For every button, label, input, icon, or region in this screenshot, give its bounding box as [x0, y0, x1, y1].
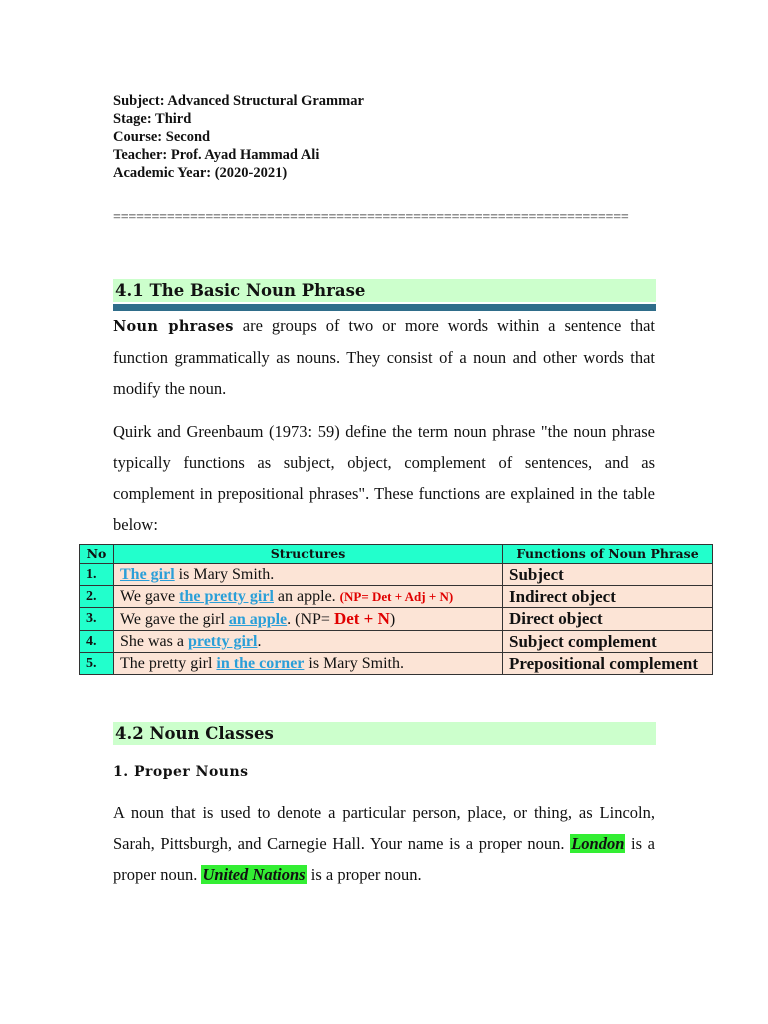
structure-pre: The pretty girl [120, 655, 217, 672]
structure-pre: We gave the girl [120, 611, 229, 628]
subject-line: Subject: Advanced Structural Grammar [113, 93, 364, 109]
paragraph-proper-nouns [113, 797, 655, 890]
noun-phrase-highlight: The girl [120, 566, 175, 583]
paragraph-definition [113, 310, 655, 404]
structure-post: . [257, 633, 262, 650]
proper-noun-text: is a proper noun. [306, 865, 422, 884]
structure-pre: She was a [120, 633, 188, 650]
function-cell: Prepositional complement [503, 653, 713, 675]
row-number: 3. [80, 608, 114, 631]
structure-post: is Mary Smith. [174, 566, 275, 583]
separator-rule: =================================================================== [113, 210, 629, 225]
noun-phrase-highlight: pretty girl [187, 633, 258, 650]
noun-phrase-highlight: an apple [228, 611, 288, 628]
row-number: 4. [80, 631, 114, 653]
proper-noun-text: is a proper noun. [113, 834, 655, 884]
year-line: Academic Year: (2020-2021) [113, 165, 288, 181]
defined-term: Noun phrases [113, 318, 234, 335]
structure-cell [114, 631, 503, 653]
highlight-united-nations: United Nations [202, 865, 306, 884]
noun-phrase-highlight: the pretty girl [179, 588, 274, 605]
section-heading-basic-noun-phrase: 4.1 The Basic Noun Phrase [113, 279, 656, 302]
table-row [80, 653, 713, 675]
function-cell: Indirect object [503, 586, 713, 608]
teacher-line: Teacher: Prof. Ayad Hammad Ali [113, 147, 320, 163]
structure-pre: We gave [120, 588, 180, 605]
header-structures: Structures [114, 545, 503, 564]
row-number: 5. [80, 653, 114, 675]
table-row [80, 586, 713, 608]
header-functions: Functions of Noun Phrase [503, 545, 713, 564]
course-line: Course: Second [113, 129, 211, 145]
table-row [80, 631, 713, 653]
structure-cell [114, 653, 503, 675]
course-info [113, 92, 364, 182]
definition-text: are groups of two or more words within a sentence that function grammatically as nouns. They consist of a noun and other words that modify the noun. [113, 316, 655, 398]
noun-phrase-functions-table [79, 544, 713, 675]
function-cell: Subject [503, 564, 713, 586]
highlight-london: London [571, 834, 625, 853]
structure-formula-close: ) [389, 611, 396, 628]
structure-post: is Mary Smith. [304, 655, 404, 672]
table-row [80, 608, 713, 631]
structure-formula: Det + N [333, 609, 390, 628]
structure-cell [114, 564, 503, 586]
paragraph-quirk-greenbaum: Quirk and Greenbaum (1973: 59) define the term noun phrase "the noun phrase typically functions as subject, object, complement of sentences, and as complement in prepositional phrases". These functions are explained in the table below: [113, 422, 655, 534]
row-number: 1. [80, 564, 114, 586]
function-cell: Direct object [503, 608, 713, 631]
section-heading-noun-classes: 4.2 Noun Classes [113, 722, 656, 745]
function-cell: Subject complement [503, 631, 713, 653]
structure-formula: (NP= Det + Adj + N) [339, 589, 454, 604]
noun-phrase-highlight: in the corner [216, 655, 305, 672]
structure-cell [114, 608, 503, 631]
structure-post: an apple. [273, 588, 340, 605]
table-row [80, 564, 713, 586]
subheading-proper-nouns: 1. Proper Nouns [113, 764, 249, 780]
proper-noun-text: A noun that is used to denote a particular person, place, or thing, as Lincoln, Sarah, Pittsburgh, and Carnegie Hall. Your name is a proper noun. [113, 803, 655, 853]
stage-line: Stage: Third [113, 111, 192, 127]
structure-cell [114, 586, 503, 608]
header-no: No [80, 545, 114, 564]
structure-post: . (NP= [287, 611, 334, 628]
table-header-row [80, 545, 713, 564]
row-number: 2. [80, 586, 114, 608]
